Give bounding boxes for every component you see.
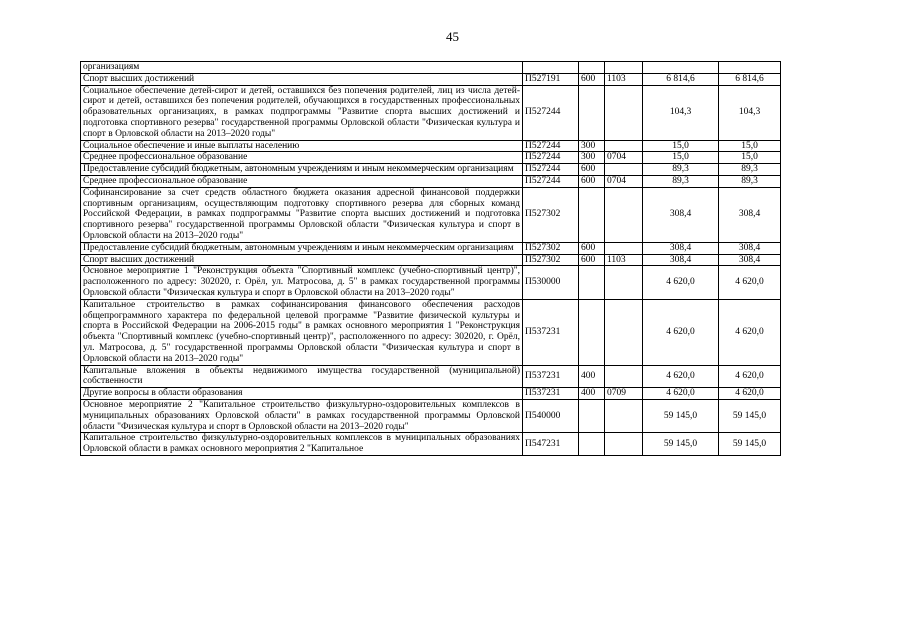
row-sum2: 104,3 (719, 85, 781, 140)
row-vr: 400 (579, 388, 605, 400)
row-code: П527244 (523, 140, 579, 152)
row-rz (605, 266, 643, 299)
row-name: Спорт высших достижений (81, 254, 523, 266)
table-row (81, 242, 781, 254)
row-code (523, 62, 579, 74)
row-sum1: 4 620,0 (643, 365, 719, 388)
row-name: Основное мероприятие 2 "Капитальное строительство физкультурно-оздоровительных комплексов в муниципальных образованиях Орловской области" в рамках государственной программы Орловской области "Физическая культура и спорт в Орловской области на 2013–2020 годы" (81, 399, 523, 432)
row-sum2: 4 620,0 (719, 266, 781, 299)
row-code: П537231 (523, 299, 579, 365)
table-row (81, 388, 781, 400)
row-vr: 600 (579, 242, 605, 254)
row-vr (579, 299, 605, 365)
row-name: Капитальное строительство в рамках софинансирования финансового обеспечения расходов общепрограммного характера по федеральной целевой программе "Развитие физической культуры и спорта в Российской Федерации на 2006-2015 годы" в рамках основного мероприятия 1 "Реконструкция объекта "Спортивный комплекс (учебно-спортивный центр)", расположенного по адресу: 302020, г. Орёл, ул. Матросова, д. 5" государственной программы Орловской области "Физическая культура и спорт в Орловской области на 2013–2020 годы" (81, 299, 523, 365)
row-code: П527244 (523, 164, 579, 176)
row-code: П527244 (523, 152, 579, 164)
row-sum2: 59 145,0 (719, 433, 781, 456)
row-rz (605, 140, 643, 152)
row-sum2: 15,0 (719, 152, 781, 164)
row-rz (605, 62, 643, 74)
row-name: Среднее профессиональное образование (81, 152, 523, 164)
row-code: П527302 (523, 187, 579, 242)
row-sum1: 308,4 (643, 242, 719, 254)
row-vr: 300 (579, 140, 605, 152)
row-code: П527302 (523, 254, 579, 266)
table-row (81, 140, 781, 152)
row-rz: 0709 (605, 388, 643, 400)
row-vr (579, 187, 605, 242)
row-name: Спорт высших достижений (81, 73, 523, 85)
row-sum1: 89,3 (643, 164, 719, 176)
row-rz (605, 187, 643, 242)
row-code: П537231 (523, 388, 579, 400)
row-sum2 (719, 62, 781, 74)
row-rz (605, 242, 643, 254)
row-code: П537231 (523, 365, 579, 388)
row-sum1: 308,4 (643, 187, 719, 242)
row-rz: 0704 (605, 152, 643, 164)
row-code: П527244 (523, 175, 579, 187)
row-code: П527191 (523, 73, 579, 85)
table-row (81, 152, 781, 164)
row-rz: 0704 (605, 175, 643, 187)
row-sum1: 89,3 (643, 175, 719, 187)
row-rz (605, 399, 643, 432)
row-name: Предоставление субсидий бюджетным, автономным учреждениям и иным некоммерческим организациям (81, 164, 523, 176)
row-sum1: 15,0 (643, 140, 719, 152)
table-row (81, 254, 781, 266)
row-sum2: 89,3 (719, 175, 781, 187)
row-sum1 (643, 62, 719, 74)
row-sum1: 308,4 (643, 254, 719, 266)
row-rz: 1103 (605, 254, 643, 266)
budget-table-body (81, 62, 781, 456)
row-sum1: 104,3 (643, 85, 719, 140)
row-vr: 600 (579, 73, 605, 85)
table-row (81, 187, 781, 242)
row-vr (579, 399, 605, 432)
table-row (81, 73, 781, 85)
table-row (81, 433, 781, 456)
page-number: 45 (446, 29, 459, 44)
row-vr (579, 266, 605, 299)
row-code: П547231 (523, 433, 579, 456)
table-row (81, 175, 781, 187)
row-name: Среднее профессиональное образование (81, 175, 523, 187)
row-name: Софинансирование за счет средств областного бюджета оказания адресной финансовой поддержки спортивным организациям, осуществляющим подготовку спортивного резерва для сборных команд Российской Федерации, в рамках подпрограммы "Развитие спорта высших достижений и подготовка спортивного резерва" государственной программы Орловской области "Физическая культура и спорт в Орловской области на 2013–2020 годы" (81, 187, 523, 242)
row-sum2: 308,4 (719, 254, 781, 266)
row-code: П530000 (523, 266, 579, 299)
row-sum1: 4 620,0 (643, 299, 719, 365)
row-sum1: 4 620,0 (643, 266, 719, 299)
row-code: П527302 (523, 242, 579, 254)
table-row (81, 164, 781, 176)
row-name: Социальное обеспечение детей-сирот и детей, оставшихся без попечения родителей, лиц из числа детей-сирот и детей, оставшихся без попечения родителей, обучающихся в государственных профессиональных образовательных организациях, в рамках подпрограммы "Развитие спорта высших достижений и подготовка спортивного резерва" государственной программы Орловской области "Физическая культура и спорт в Орловской области на 2013–2020 годы" (81, 85, 523, 140)
row-rz (605, 164, 643, 176)
row-sum2: 308,4 (719, 242, 781, 254)
row-sum2: 6 814,6 (719, 73, 781, 85)
row-sum2: 59 145,0 (719, 399, 781, 432)
table-row (81, 62, 781, 74)
table-row (81, 266, 781, 299)
row-name: Основное мероприятие 1 "Реконструкция объекта "Спортивный комплекс (учебно-спортивный центр)", расположенного по адресу: 302020, г. Орёл, ул. Матросова, д. 5" в рамках государственной программы Орловской области "Физическая культура и спорт в Орловской области на 2013–2020 годы" (81, 266, 523, 299)
row-name: Социальное обеспечение и иные выплаты населению (81, 140, 523, 152)
row-name: Капитальное строительство физкультурно-оздоровительных комплексов в муниципальных образованиях Орловской области в рамках основного мероприятия 2 "Капитальное (81, 433, 523, 456)
row-rz (605, 299, 643, 365)
row-vr: 600 (579, 254, 605, 266)
row-name: Капитальные вложения в объекты недвижимого имущества государственной (муниципальной) собственности (81, 365, 523, 388)
table-row (81, 85, 781, 140)
row-vr: 600 (579, 164, 605, 176)
row-rz (605, 85, 643, 140)
row-vr (579, 85, 605, 140)
row-name: организациям (81, 62, 523, 74)
row-rz (605, 433, 643, 456)
row-sum2: 4 620,0 (719, 299, 781, 365)
row-sum2: 89,3 (719, 164, 781, 176)
row-sum2: 15,0 (719, 140, 781, 152)
row-sum1: 6 814,6 (643, 73, 719, 85)
table-row (81, 365, 781, 388)
row-vr: 600 (579, 175, 605, 187)
row-sum1: 4 620,0 (643, 388, 719, 400)
row-vr: 400 (579, 365, 605, 388)
row-sum2: 4 620,0 (719, 365, 781, 388)
row-name: Другие вопросы в области образования (81, 388, 523, 400)
row-code: П527244 (523, 85, 579, 140)
row-sum1: 59 145,0 (643, 433, 719, 456)
row-vr (579, 62, 605, 74)
row-vr: 300 (579, 152, 605, 164)
row-name: Предоставление субсидий бюджетным, автономным учреждениям и иным некоммерческим организациям (81, 242, 523, 254)
row-sum1: 59 145,0 (643, 399, 719, 432)
table-row (81, 299, 781, 365)
row-sum2: 4 620,0 (719, 388, 781, 400)
row-rz: 1103 (605, 73, 643, 85)
row-code: П540000 (523, 399, 579, 432)
table-row (81, 399, 781, 432)
row-rz (605, 365, 643, 388)
row-sum1: 15,0 (643, 152, 719, 164)
row-sum2: 308,4 (719, 187, 781, 242)
row-vr (579, 433, 605, 456)
budget-table (80, 61, 781, 456)
